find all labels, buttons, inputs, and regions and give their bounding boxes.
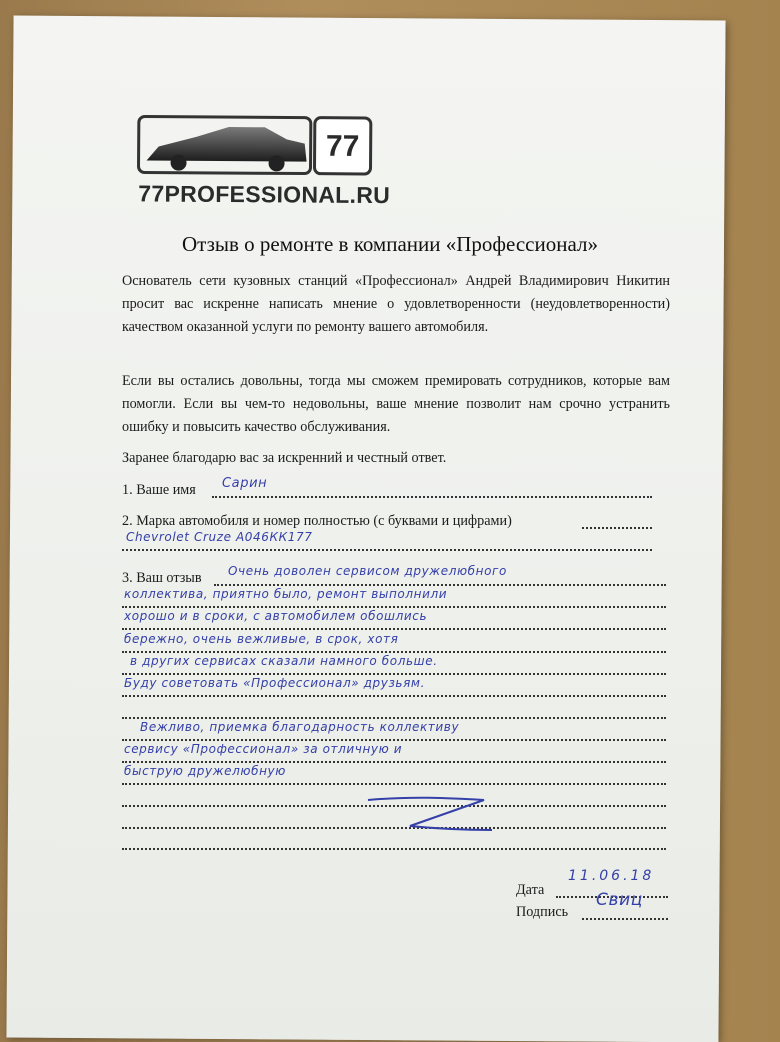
q2-answer-line-1[interactable] [582,527,652,529]
q3-line [122,673,666,675]
car-logo-icon [136,112,376,184]
q2-answer: Chevrolet Cruze A046КК177 [126,530,313,544]
q2-label: 2. Марка автомобиля и номер полностью (с буквами и цифрами) [122,513,512,529]
q3-line [122,783,666,785]
q3-line [122,717,666,719]
thanks-paragraph: Заранее благодарю вас за искренний и честный ответ. [122,450,447,466]
q3-answer-line: Очень доволен сервисом дружелюбного [228,564,507,578]
q3-line [122,761,666,763]
logo-text: 77PROFESSIONAL.RU [138,180,391,209]
q3-answer-line: сервису «Профессионал» за отличную и [124,742,403,756]
q3-answer-line: бережно, очень вежливые, в срок, хотя [124,632,399,646]
q2-answer-line-2[interactable] [122,549,652,551]
q3-answer-line: в других сервисах сказали намного больше. [130,654,438,668]
q1-answer-line[interactable] [212,496,652,498]
q1-label: 1. Ваше имя [122,482,196,498]
company-logo [136,112,391,214]
signature-label: Подпись [516,904,569,920]
signature-value: Свиц [596,890,643,910]
q3-line [214,584,666,586]
q3-line [122,848,666,850]
q3-answer-line: Вежливо, приемка благодарность коллективу [140,720,460,734]
strike-scribble-icon [360,792,500,842]
motivation-paragraph: Если вы остались довольны, тогда мы сможем премировать сотрудников, которые вам помогли. Если вы чем-то недовольны, ваше мнение позволит нам срочно устранить ошибку и повысить качество обслуживания. [122,373,670,435]
q3-answer-line: быструю дружелюбную [124,764,286,778]
signature-field[interactable] [582,918,668,920]
q3-line [122,651,666,653]
q3-label: 3. Ваш отзыв [122,570,202,586]
logo-badge: 77 [325,129,360,163]
page-title: Отзыв о ремонте в компании «Профессионал» [182,232,598,256]
q1-answer: Сарин [222,476,268,491]
q3-line [122,606,666,608]
q3-line [122,628,666,630]
date-value: 11.06.18 [568,868,655,884]
q3-answer-line: хорошо и в сроки, с автомобилем обошлись [124,609,428,623]
intro-paragraph: Основатель сети кузовных станций «Профессионал» Андрей Владимирович Никитин просит вас искренне написать мнение о удовлетворенности (неудовлетворенности) качеством оказанной услуги по ремонту вашего автомобиля. [122,273,670,335]
q3-line [122,695,666,697]
q3-line [122,739,666,741]
q3-answer-line: Буду советовать «Профессионал» друзьям. [124,676,425,690]
q3-answer-line: коллектива, приятно было, ремонт выполнили [124,587,448,601]
date-label: Дата [516,882,545,898]
